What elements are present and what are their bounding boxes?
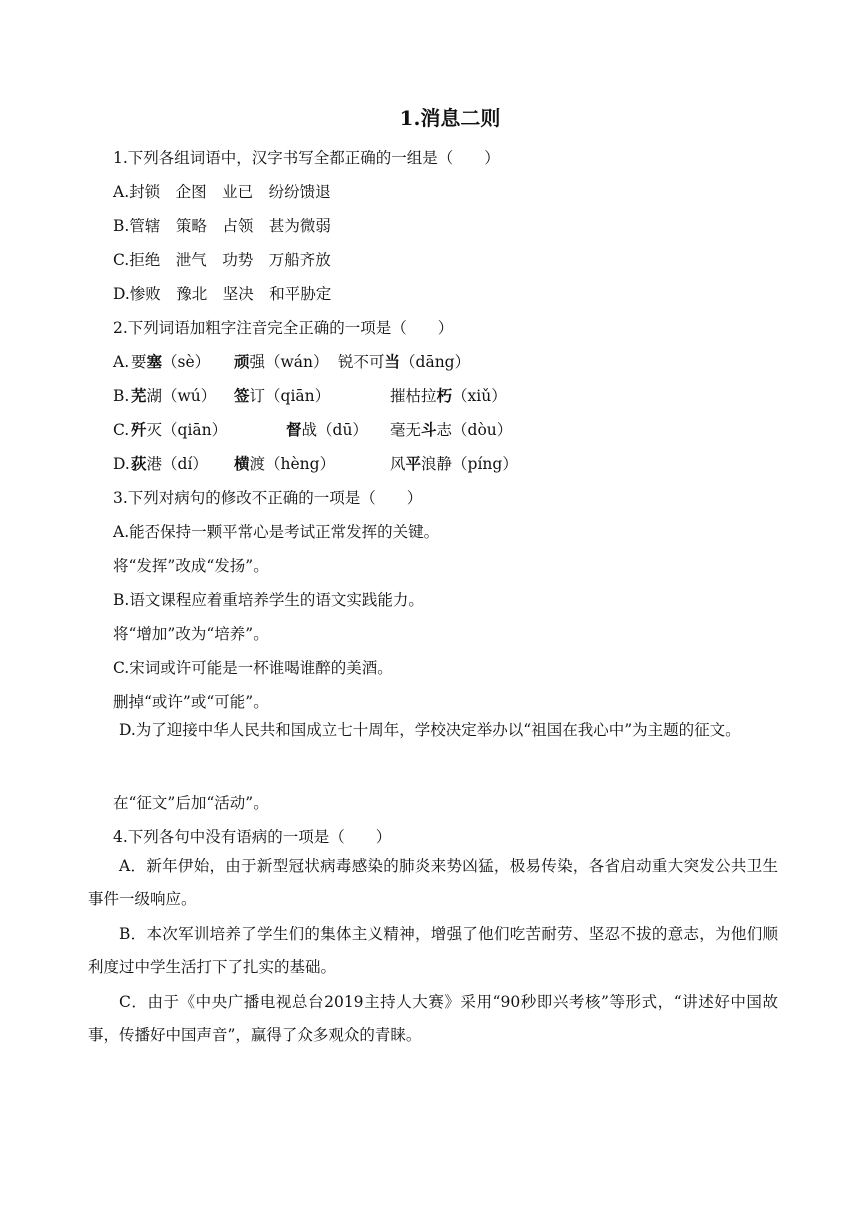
question-2-option-d-word-2: 横渡（hèng） (234, 454, 336, 473)
question-2-option-a-word-2: 顽强（wán） (234, 352, 329, 371)
question-2-option-b-label: B. (113, 387, 130, 405)
question-3-option-d-fix: 在“征文”后加“活动”。 (113, 794, 269, 812)
question-2-option-b-word-2: 签订（qiān） (234, 386, 331, 405)
question-2-option-a-word-1: 要塞（sè） (131, 352, 211, 371)
question-3-option-b-fix: 将“增加”改为“培养”。 (113, 625, 269, 643)
question-2-option-a-label: A. (113, 353, 130, 371)
question-4-option-b: B．本次军训培养了学生们的集体主义精神，增强了他们吃苦耐劳、坚忍不拔的意志，为他们顺利度过中学生活打下了扎实的基础。 (88, 925, 778, 976)
question-4-option-c: C．由于《中央广播电视总台2019主持人大赛》采用“90秒即兴考核”等形式，“讲述好中国故事，传播好中国声音”，赢得了众多观众的青睐。 (88, 993, 778, 1044)
question-1-option-d: D.惨败 豫北 坚决 和平胁定 (113, 285, 332, 303)
question-4-option-a: A．新年伊始，由于新型冠状病毒感染的肺炎来势凶猛，极易传染，各省启动重大突发公共卫生事件一级响应。 (88, 857, 778, 908)
question-3-stem: 3.下列对病句的修改不正确的一项是（ ） (113, 489, 423, 507)
question-1-option-a: A.封锁 企图 业已 纷纷馈退 (113, 183, 331, 201)
question-2-stem: 2.下列词语加粗字注音完全正确的一项是（ ） (113, 319, 454, 337)
question-2-option-d-label: D. (113, 455, 130, 473)
question-2-option-a-word-3: 锐不可当（dāng） (338, 352, 471, 371)
question-3-option-a-fix: 将“发挥”改成“发扬”。 (113, 557, 269, 575)
question-4-stem: 4.下列各句中没有语病的一项是（ ） (113, 828, 392, 846)
question-2-option-b-word-3: 摧枯拉朽（xiǔ） (390, 386, 507, 405)
question-3-option-c: C.宋词或许可能是一杯谁喝谁醉的美酒。 (113, 659, 393, 677)
question-3-option-c-fix: 删掉“或许”或“可能”。 (113, 693, 269, 711)
question-2-option-d-word-1: 荻港（dí） (131, 454, 208, 473)
question-1-option-b: B.管辖 策略 占领 甚为微弱 (113, 217, 331, 235)
question-2-option-c-word-3: 毫无斗志（dòu） (390, 420, 513, 439)
question-3-option-a: A.能否保持一颗平常心是考试正常发挥的关键。 (113, 523, 440, 541)
question-3-option-b: B.语文课程应着重培养学生的语文实践能力。 (113, 591, 424, 609)
question-3-option-d: D.为了迎接中华人民共和国成立七十周年，学校决定举办以“祖国在我心中”为主题的征文。 (119, 721, 741, 739)
question-2-option-b-word-1: 芜湖（wú） (131, 386, 217, 405)
question-2-option-c-word-1: 歼灭（qiān） (131, 420, 228, 439)
question-1-stem: 1.下列各组词语中，汉字书写全都正确的一组是（ ） (113, 149, 500, 167)
page-title: 1.消息二则 (399, 106, 501, 130)
question-2-option-c-label: C. (113, 421, 130, 439)
question-2-option-c-word-2: 督战（dū） (286, 420, 368, 439)
question-2-option-d-word-3: 风平浪静（píng） (390, 454, 518, 473)
question-1-option-c: C.拒绝 泄气 功势 万船齐放 (113, 251, 331, 269)
